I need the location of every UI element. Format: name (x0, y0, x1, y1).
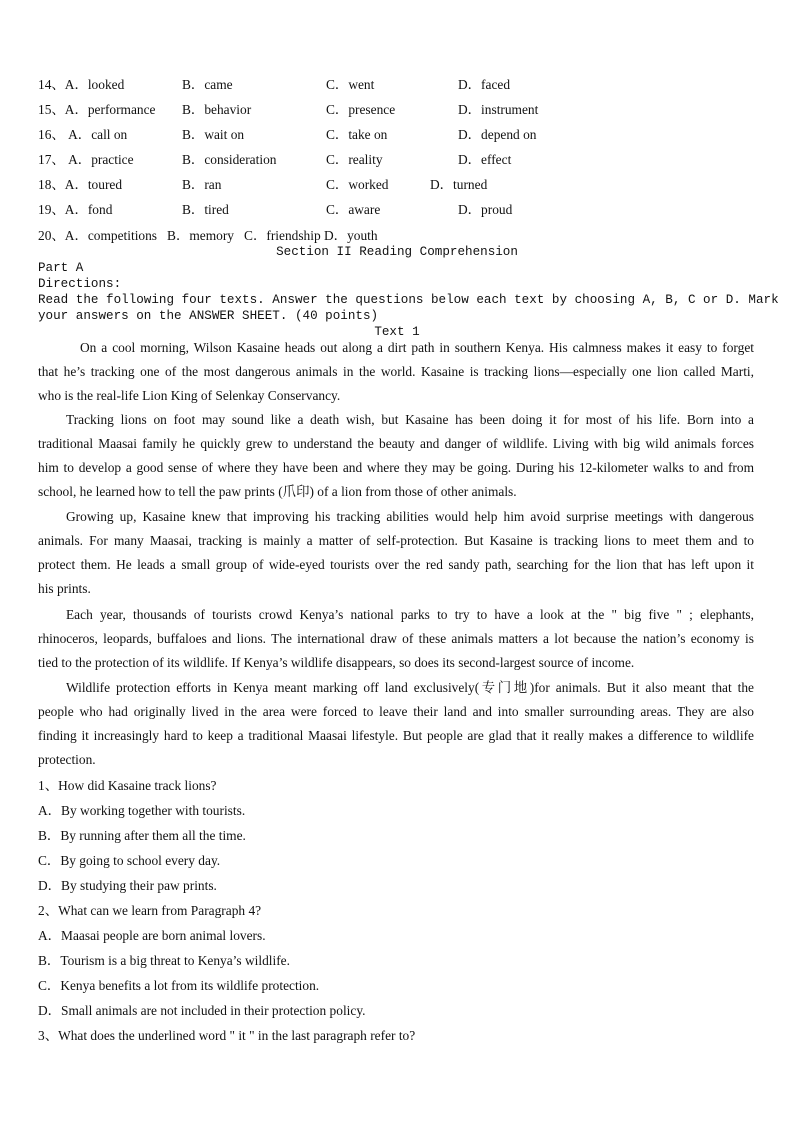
directions-text: your answers on the ANSWER SHEET. (40 points) (38, 309, 379, 323)
option-c: C．presence (326, 102, 396, 117)
option-row-a: 18、A．toured (38, 177, 123, 192)
directions-text: Read the following four texts. Answer the questions below each text by choosing A, B, C or D. Mark (38, 293, 779, 307)
option-b: B．came (182, 77, 233, 92)
answer-choice: C．By going to school every day. (38, 853, 221, 868)
question: 2、What can we learn from Paragraph 4? (38, 903, 262, 918)
option-c: C．worked (326, 177, 389, 192)
paragraph-line: animals. For many Maasai, tracking is mainly a matter of self-protection. But Kasaine is tracking lions to meet them and to (38, 533, 754, 548)
paragraph-line: tied to the protection of its wildlife. If Kenya’s wildlife disappears, so does its second-largest source of income. (38, 655, 635, 670)
answer-choice: C．Kenya benefits a lot from its wildlife protection. (38, 978, 320, 993)
text-title: Text 1 (374, 325, 420, 339)
paragraph-line: On a cool morning, Wilson Kasaine heads out along a dirt path in southern Kenya. His calmness makes it easy to forget (80, 340, 754, 355)
option-row-a: 15、A．performance (38, 102, 156, 117)
section-title: Section II Reading Comprehension (276, 245, 518, 259)
answer-choice: D．By studying their paw prints. (38, 878, 217, 893)
paragraph-line: Tracking lions on foot may sound like a death wish, but Kasaine has been doing it for most of his life. Born into a (66, 412, 754, 427)
paragraph-line: his prints. (38, 581, 91, 596)
paragraph-line: school, he learned how to tell the paw prints (爪印) of a lion from those of other animals. (38, 484, 517, 499)
paragraph-line: that he’s tracking one of the most dangerous animals in the world. Kasaine is tracking lions—especially one lion called Marti, (38, 364, 754, 379)
answer-choice: A．Maasai people are born animal lovers. (38, 928, 266, 943)
paragraph-line: people who had originally lived in the area were forced to leave their land and into smaller surrounding areas. They are also (38, 704, 754, 719)
part-label: Part A (38, 261, 84, 275)
paragraph-line: Growing up, Kasaine knew that improving his tracking abilities would help him avoid surprise meetings with dangerous (66, 509, 754, 524)
option-b: B．behavior (182, 102, 252, 117)
option-row-a: 17、 A．practice (38, 152, 134, 167)
paragraph-line: Each year, thousands of tourists crowd Kenya’s national parks to try to have a look at the " big five " ; elephants, (66, 607, 754, 622)
option-d: D．instrument (458, 102, 539, 117)
answer-choice: D．Small animals are not included in their protection policy. (38, 1003, 366, 1018)
option-c: C．went (326, 77, 375, 92)
option-row-a: 14、A．looked (38, 77, 125, 92)
answer-choice: B．By running after them all the time. (38, 828, 246, 843)
answer-choice: B．Tourism is a big threat to Kenya’s wildlife. (38, 953, 290, 968)
option-b: B．tired (182, 202, 229, 217)
directions-label: Directions: (38, 277, 122, 291)
paragraph-line: protection. (38, 752, 96, 767)
option-c: C．take on (326, 127, 388, 142)
paragraph-line: him to develop a good sense of where they have been and where they may be going. During his 12-kilometer walks to and from (38, 460, 754, 475)
question: 1、How did Kasaine track lions? (38, 778, 217, 793)
option-b: B．ran (182, 177, 222, 192)
option-d: D．turned (430, 177, 488, 192)
paragraph-line: protect them. He leads a small group of wide-eyed tourists over the red sandy path, searching for the lion that has left upon it (38, 557, 754, 572)
option-row-20: 20、A．competitions B．memory C．friendship D．youth (38, 228, 378, 243)
option-c: C．reality (326, 152, 383, 167)
option-d: D．proud (458, 202, 513, 217)
option-d: D．depend on (458, 127, 537, 142)
paragraph-line: rhinoceros, leopards, buffaloes and lions. The international draw of these animals matters a lot because the nation’s economy is (38, 631, 754, 646)
paragraph-line: Wildlife protection efforts in Kenya meant marking off land exclusively(专门地)for animals. But it also meant that the (66, 680, 754, 695)
option-row-a: 16、 A．call on (38, 127, 128, 142)
question: 3、What does the underlined word " it " in the last paragraph refer to? (38, 1028, 416, 1043)
option-d: D．effect (458, 152, 512, 167)
option-b: B．consideration (182, 152, 277, 167)
option-b: B．wait on (182, 127, 245, 142)
option-d: D．faced (458, 77, 511, 92)
option-c: C．aware (326, 202, 381, 217)
answer-choice: A．By working together with tourists. (38, 803, 246, 818)
paragraph-line: who is the real-life Lion King of Selenkay Conservancy. (38, 388, 341, 403)
paragraph-line: finding it increasingly hard to keep a traditional Maasai lifestyle. But people are glad that it really makes a difference to wildlife (38, 728, 754, 743)
option-row-a: 19、A．fond (38, 202, 113, 217)
paragraph-line: traditional Maasai family he quickly grew to understand the beauty and danger of wildlife. Living with big wild animals forces (38, 436, 754, 451)
